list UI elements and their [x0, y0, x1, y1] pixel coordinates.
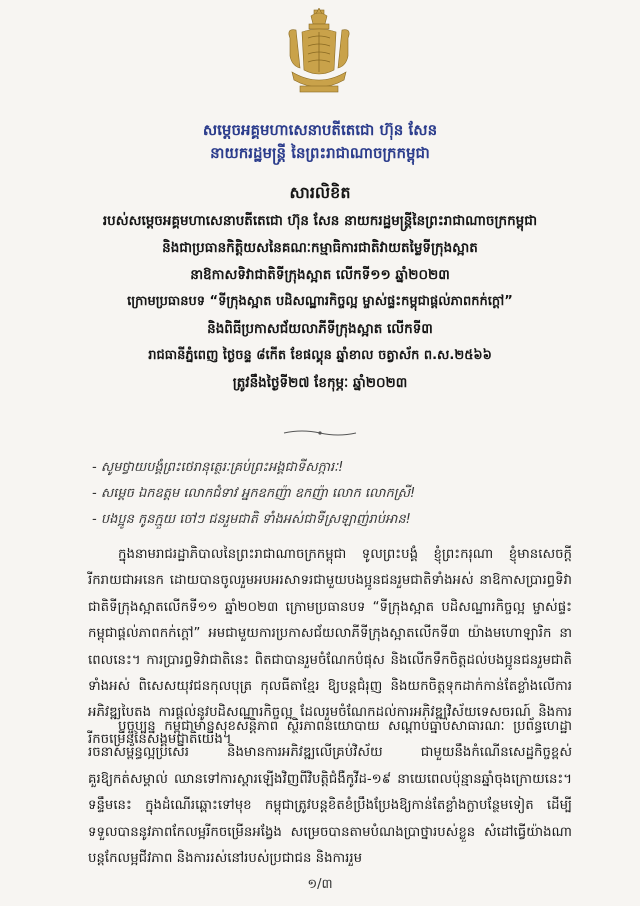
page-number: ១/៣	[307, 877, 333, 892]
title-line-8: ត្រូវនឹងថ្ងៃទី២៧ ខែកុម្ភៈ ឆ្នាំ២០២៣	[232, 375, 408, 391]
author-position: នាយករដ្ឋមន្ត្រី នៃព្រះរាជាណាចក្រកម្ពុជា	[210, 144, 430, 162]
greeting-line-2: - សម្ដេច ឯកឧត្ដម លោកជំទាវ អ្នកឧកញ៉ា ឧកញ៉ា លោក លោកស្រី!	[92, 486, 416, 501]
divider-ornament	[282, 429, 358, 437]
title-line-6: និងពិធីប្រកាសជ័យលាភីទីក្រុងស្អាត លើកទី៣	[207, 321, 433, 337]
body-paragraph-2: បច្ចុប្បន្ន កម្ពុជាមានសុខសន្តិភាព ស្ថិរភាពនយោបាយ សណ្ដាប់ធ្នាប់សាធារណៈ ប្រព័ន្ធហេដ្ឋារចនាសម្ព័ន្ធល្អប្រសើរ និងមានការអភិវឌ្ឍលើគ្រប់វិស័យ ជាមួយនឹងកំណើនសេដ្ឋកិច្ចខ្ពស់គួរឱ្យកត់សម្គាល់ ឈានទៅការស្តារឡើងវិញពីវិបត្តិជំងឺកូវីដ-១៩ នាយេពេលប៉ុន្មានឆ្នាំចុងក្រោយនេះ។ ទន្ទឹមនេះ ក្នុងដំណើរឆ្ពោះទៅមុខ កម្ពុជាត្រូវបន្តខិតខំប្រឹងប្រែងឱ្យកាន់តែខ្លាំងក្លាបន្ថែមទៀត ដើម្បីទទួលបាននូវភាពកែលម្អរីកចម្រើនអង្វែង សម្រេចបានតាមបំណងប្រាថ្នារបស់ខ្លួន សំដៅធ្វើយ៉ាងណាបន្តកែលម្អជីវភាព និងការរស់នៅរបស់ប្រជាជន និងការរួម	[88, 719, 572, 866]
author-name: សម្ដេចអគ្គមហាសេនាបតីតេជោ ហ៊ុន សែន	[202, 121, 438, 139]
greeting-line-1: - សូមថ្វាយបង្គំព្រះថេរានុត្ថេរៈគ្រប់ព្រះអង្គជាទីសក្ការៈ!	[92, 460, 344, 475]
royal-emblem-icon	[278, 8, 360, 100]
title-line-2: របស់សម្ដេចអគ្គមហាសេនាបតីតេជោ ហ៊ុន សែន នាយករដ្ឋមន្ត្រីនៃព្រះរាជាណាចក្រកម្ពុជា	[102, 213, 538, 229]
title-line-3: និងជាប្រធានកិត្តិយសនៃគណៈកម្មាធិការជាតិវាយតម្លៃទីក្រុងស្អាត	[162, 240, 478, 256]
title-line-5: ក្រោមប្រធានបទ “ទីក្រុងស្អាត បដិសណ្ឋារកិច្ចល្អ ម្ចាស់ផ្ទះកម្ពុជាផ្ដល់ភាពកក់ក្ដៅ”	[127, 294, 513, 309]
title-line-4: នាឱកាសទិវាជាតិទីក្រុងស្អាត លើកទី១១ ឆ្នាំ២០២៣	[190, 267, 450, 283]
title-line-7: រាជធានីភ្នំពេញ ថ្ងៃចន្ទ ៨កើត ខែផល្គុន ឆ្នាំខាល ចត្វាស័ក ព.ស.២៥៦៦	[148, 348, 492, 363]
document-title: សារលិខិត	[289, 183, 351, 202]
greeting-line-3: - បងប្អូន កូនក្មួយ ចៅៗ ជនរួមជាតិ ទាំងអស់ជាទីស្រឡាញ់រាប់អាន!	[92, 512, 411, 527]
body-paragraph-1: ក្នុងនាមរាជរដ្ឋាភិបាលនៃព្រះរាជាណាចក្រកម្ពុជា ទូលព្រះបង្គំ ខ្ញុំព្រះករុណា ខ្ញុំមានសេចក្ដីរីករាយជាអនេក ដោយបានចូលរួមអបអរសាទរជាមួយបងប្អូនជនរួមជាតិទាំងអស់ នាឱកាសប្រារព្ធទិវាជាតិទីក្រុងស្អាតលើកទី១១ ឆ្នាំ២០២៣ ក្រោមប្រធានបទ “ទីក្រុងស្អាត បដិសណ្ឋារកិច្ចល្អ ម្ចាស់ផ្ទះកម្ពុជាផ្ដល់ភាពកក់ក្ដៅ” អមជាមួយការប្រកាសជ័យលាភីទីក្រុងស្អាតលើកទី៣ យ៉ាងមហោឡារិក នាពេលនេះ។ ការប្រារព្ធទិវាជាតិនេះ ពិតជាបានរួមចំណែកបំផុស និងលើកទឹកចិត្តដល់បងប្អូនជនរួមជាតិទាំងអស់ ពិសេសយុវជនកុលបុត្រ កុលធីតាខ្មែរ ឱ្យបន្តជំរុញ និងយកចិត្តទុកដាក់កាន់តែខ្លាំងលើការអភិវឌ្ឍបៃតង ការផ្ដល់នូវបដិសណ្ឋារកិច្ចល្អ ដែលរួមចំណែកដល់ការអភិវឌ្ឍវិស័យទេសចរណ៍ និងការរីកចម្រើននៃសង្គមជាតិយើង។	[88, 547, 572, 747]
